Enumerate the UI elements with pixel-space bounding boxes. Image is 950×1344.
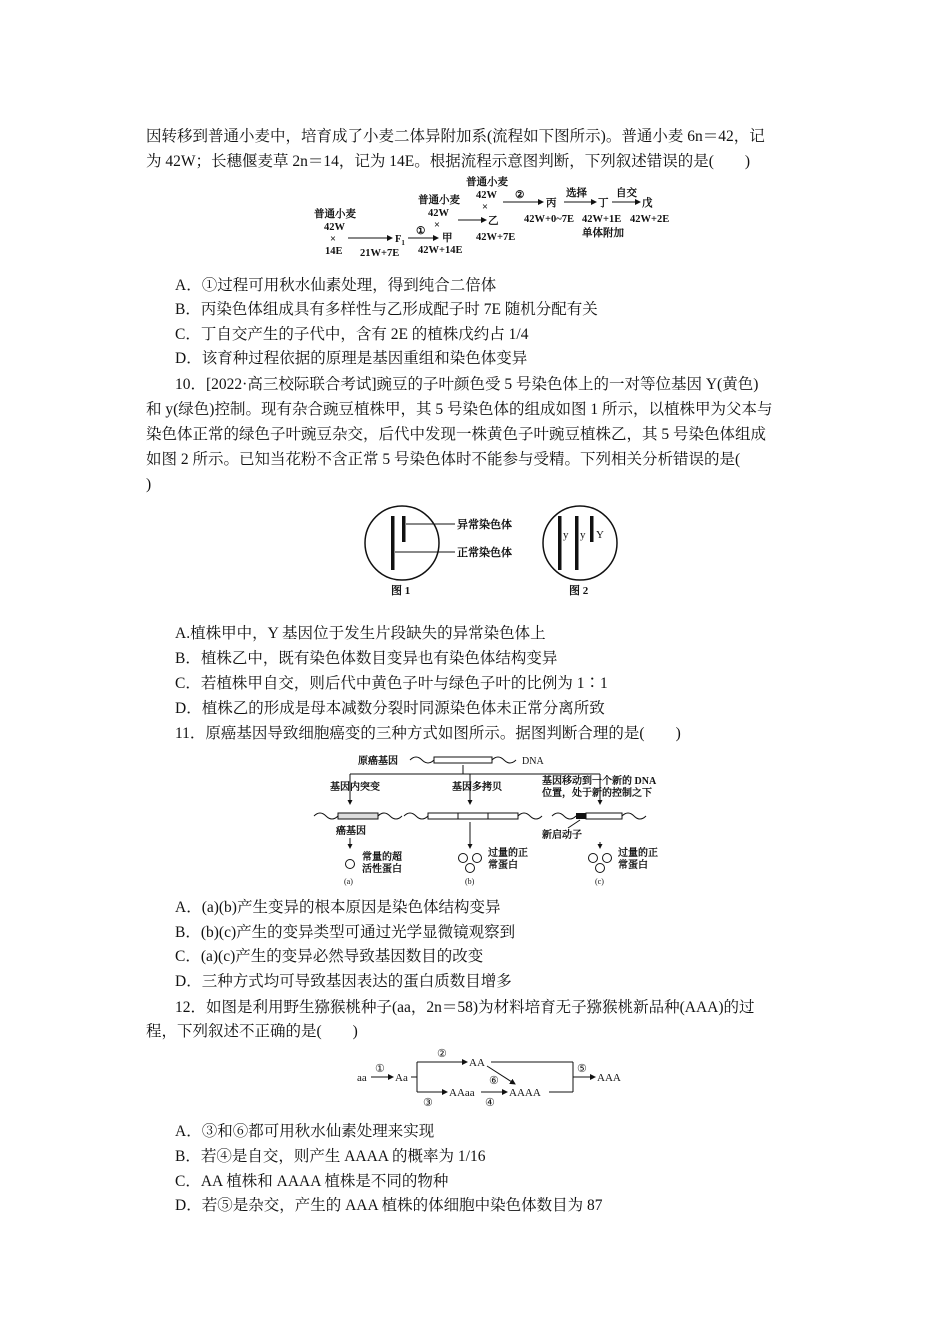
q12-option-d: D．若⑤是杂交，产生的 AAA 植株的体细胞中染色体数目为 87 — [175, 1197, 603, 1214]
q9-option-c: C．丁自交产生的子代中，含有 2E 的植株戊约占 1/4 — [175, 326, 529, 343]
q9-option-d: D．该育种过程依据的原理是基因重组和染色体变异 — [175, 350, 528, 367]
self-label: 自交 — [616, 188, 637, 199]
helix-a-right — [378, 813, 402, 819]
wheat-label-2: 普通小麦 — [418, 195, 460, 206]
abnormal-label: 异常染色体 — [457, 519, 512, 531]
label-a: (a) — [344, 877, 353, 886]
multi-copy-label: 基因多拷贝 — [452, 782, 502, 793]
step-4: ④ — [485, 1097, 495, 1109]
q12-stem-line-2: 程，下列叙述不正确的是( ) — [146, 1023, 358, 1040]
AAaa-label: AAaa — [449, 1087, 475, 1099]
protein-b2 — [473, 854, 482, 863]
q10-stem-line-1: 10．[2022·高三校际联合考试]豌豆的子叶颜色受 5 号染色体上的一对等位基因 Y(黄色) — [175, 376, 759, 393]
chromosome-y2-fig2 — [575, 516, 579, 570]
w42-label-3: 42W — [476, 190, 497, 201]
new-promoter-block — [576, 813, 586, 819]
q9-intro-line-2: 为 42W；长穗偃麦草 2n＝14，记为 14E。根据流程示意图判断，下列叙述错误的是( ) — [146, 153, 751, 170]
q10-option-d: D．植株乙的形成是母本减数分裂时同源染色体未正常分离所致 — [175, 700, 605, 717]
ding-value: 42W+1E — [582, 214, 622, 225]
step-1-label: ① — [416, 226, 426, 237]
q10-option-c: C．若植株甲自交，则后代中黄色子叶与绿色子叶的比例为 1∶1 — [175, 675, 608, 692]
q10-stem-line-5: ) — [146, 476, 152, 493]
wu-value: 42W+2E — [630, 214, 670, 225]
copy-segment-3 — [488, 813, 518, 819]
result-c-line2: 常蛋白 — [618, 860, 648, 871]
step-3: ③ — [423, 1097, 433, 1109]
kiwi-breeding-diagram — [355, 1042, 635, 1112]
result-c-line1: 过量的正 — [618, 848, 658, 859]
q10-option-b: B．植株乙中，既有染色体数目变异也有染色体结构变异 — [175, 650, 558, 667]
q11-option-c: C．(a)(c)产生的变异必然导致基因数目的改变 — [175, 948, 484, 965]
label-b: (b) — [465, 877, 475, 886]
q11-option-d: D．三种方式均可导致基因表达的蛋白质数目增多 — [175, 973, 512, 990]
w42-label-2: 42W — [428, 208, 449, 219]
normal-chromosome-fig1 — [391, 516, 395, 570]
bing-label: 丙 — [546, 198, 557, 209]
gene-y2: y — [580, 529, 586, 541]
result-a-line2: 活性蛋白 — [362, 864, 402, 875]
AAA-label: AAA — [597, 1072, 621, 1084]
q10-stem-line-3: 染色体正常的绿色子叶豌豆杂交，后代中发现一株黄色子叶豌豆植株乙，其 5 号染色体组成 — [146, 426, 767, 443]
wheat-label: 普通小麦 — [314, 209, 356, 220]
step-1: ① — [375, 1063, 385, 1075]
q10-option-a: A.植株甲中，Y 基因位于发生片段缺失的异常染色体上 — [175, 625, 546, 642]
gene-y1: y — [563, 529, 569, 541]
step-2: ② — [437, 1048, 447, 1060]
cross-symbol: × — [330, 234, 336, 245]
chromosome-y1-fig2 — [558, 516, 562, 570]
cross-symbol-2: × — [434, 220, 440, 231]
e14-label: 14E — [325, 246, 343, 257]
q12-stem-line-1: 12．如图是利用野生猕猴桃种子(aa，2n＝58)为材料培育无子猕猴桃新品种(AAA)的过 — [175, 999, 755, 1016]
q10-stem-line-4: 如图 2 所示。已知当花粉不含正常 5 号染色体时不能参与受精。下列相关分析错误的是( — [146, 451, 741, 468]
promoter-pointer — [568, 820, 580, 828]
jia-value: 42W+14E — [418, 245, 463, 256]
q9-option-a: A．①过程可用秋水仙素处理，得到纯合二倍体 — [175, 277, 497, 294]
q9-intro-line-1: 因转移到普通小麦中，培育成了小麦二体异附加系(流程如下图所示)。普通小麦 6n＝42，记 — [146, 128, 765, 145]
abnormal-chromosome-fig1 — [402, 516, 406, 542]
f1-label: $F_1$ — [395, 234, 405, 247]
result-a-line1: 常量的超 — [362, 852, 402, 863]
breeding-flow-diagram — [300, 172, 680, 264]
cell-circle-fig2 — [543, 506, 617, 580]
step-5: ⑤ — [577, 1063, 587, 1075]
dna-helix-top-right — [492, 757, 516, 763]
Aa-label: Aa — [395, 1072, 408, 1084]
mutation-label: 基因内突变 — [330, 782, 380, 793]
step-6: ⑥ — [489, 1075, 499, 1087]
result-b-line2: 常蛋白 — [488, 860, 518, 871]
q11-option-a: A．(a)(b)产生变异的根本原因是染色体结构变异 — [175, 899, 501, 916]
aa-label: aa — [357, 1072, 367, 1084]
select-label: 选择 — [566, 188, 587, 199]
jia-label: 甲 — [442, 233, 453, 244]
q12-option-a: A．③和⑥都可用秋水仙素处理来实现 — [175, 1123, 435, 1140]
q11-stem: 11．原癌基因导致细胞癌变的三种方式如图所示。据图判断合理的是( ) — [175, 725, 681, 742]
yi-label: 乙 — [488, 216, 499, 227]
q10-stem-line-2: 和 y(绿色)控制。现有杂合豌豆植株甲，其 5 号染色体的组成如图 1 所示，以植株甲为父本与 — [146, 401, 773, 418]
q9-option-b: B．丙染色体组成具有多样性与乙形成配子时 7E 随机分配有关 — [175, 301, 598, 318]
single-add-label: 单体附加 — [582, 228, 624, 239]
label-c: (c) — [595, 877, 604, 886]
helix-c-left — [552, 813, 576, 819]
cross-symbol-3: × — [482, 202, 488, 213]
result-b-line1: 过量的正 — [488, 848, 528, 859]
new-promoter-label: 新启动子 — [542, 830, 582, 841]
gene-Y: Y — [596, 529, 604, 541]
protein-c3 — [596, 864, 605, 873]
q11-option-b: B．(b)(c)产生的变异类型可通过光学显微镜观察到 — [175, 924, 516, 941]
protein-c2 — [603, 854, 612, 863]
move-label-1: 基因移动到一个新的 DNA — [542, 776, 657, 787]
helix-a-left — [314, 813, 338, 819]
chromosome-Y-fig2 — [590, 516, 594, 542]
helix-b-right — [518, 813, 542, 819]
wheat-label-3: 普通小麦 — [466, 177, 508, 188]
step-2-label: ② — [515, 190, 525, 201]
ding-label: 丁 — [598, 198, 609, 209]
yi-value: 42W+7E — [476, 232, 516, 243]
proto-gene-segment — [434, 757, 492, 763]
copy-segment-1 — [428, 813, 458, 819]
f1-value: 21W+7E — [360, 248, 400, 259]
protein-c1 — [589, 854, 598, 863]
w42-label: 42W — [324, 222, 345, 233]
protein-b3 — [466, 864, 475, 873]
AA-label: AA — [469, 1057, 485, 1069]
fig1-caption: 图 1 — [391, 585, 411, 597]
proto-oncogene-label: 原癌基因 — [358, 756, 398, 767]
protein-b1 — [459, 854, 468, 863]
q12-option-c: C．AA 植株和 AAAA 植株是不同的物种 — [175, 1173, 449, 1190]
wu-label: 戊 — [642, 198, 653, 209]
oncogene-label: 癌基因 — [336, 826, 366, 837]
bing-value: 42W+0~7E — [524, 214, 574, 225]
move-label-2: 位置，处于新的控制之下 — [542, 788, 652, 799]
dna-label: DNA — [522, 756, 544, 767]
helix-b-left — [404, 813, 428, 819]
AAAA-label: AAAA — [509, 1087, 541, 1099]
oncogene-segment-a — [338, 813, 378, 819]
chromosome-figures — [355, 498, 635, 608]
moved-gene-segment — [586, 813, 622, 819]
normal-label: 正常染色体 — [457, 547, 512, 559]
fig2-caption: 图 2 — [569, 585, 589, 597]
helix-c-right — [622, 813, 646, 819]
dna-helix-top-left — [410, 757, 434, 763]
q12-option-b: B．若④是自交，则产生 AAAA 的概率为 1/16 — [175, 1148, 486, 1165]
copy-segment-2 — [458, 813, 488, 819]
oncogene-diagram — [300, 752, 680, 892]
protein-a — [346, 860, 355, 869]
